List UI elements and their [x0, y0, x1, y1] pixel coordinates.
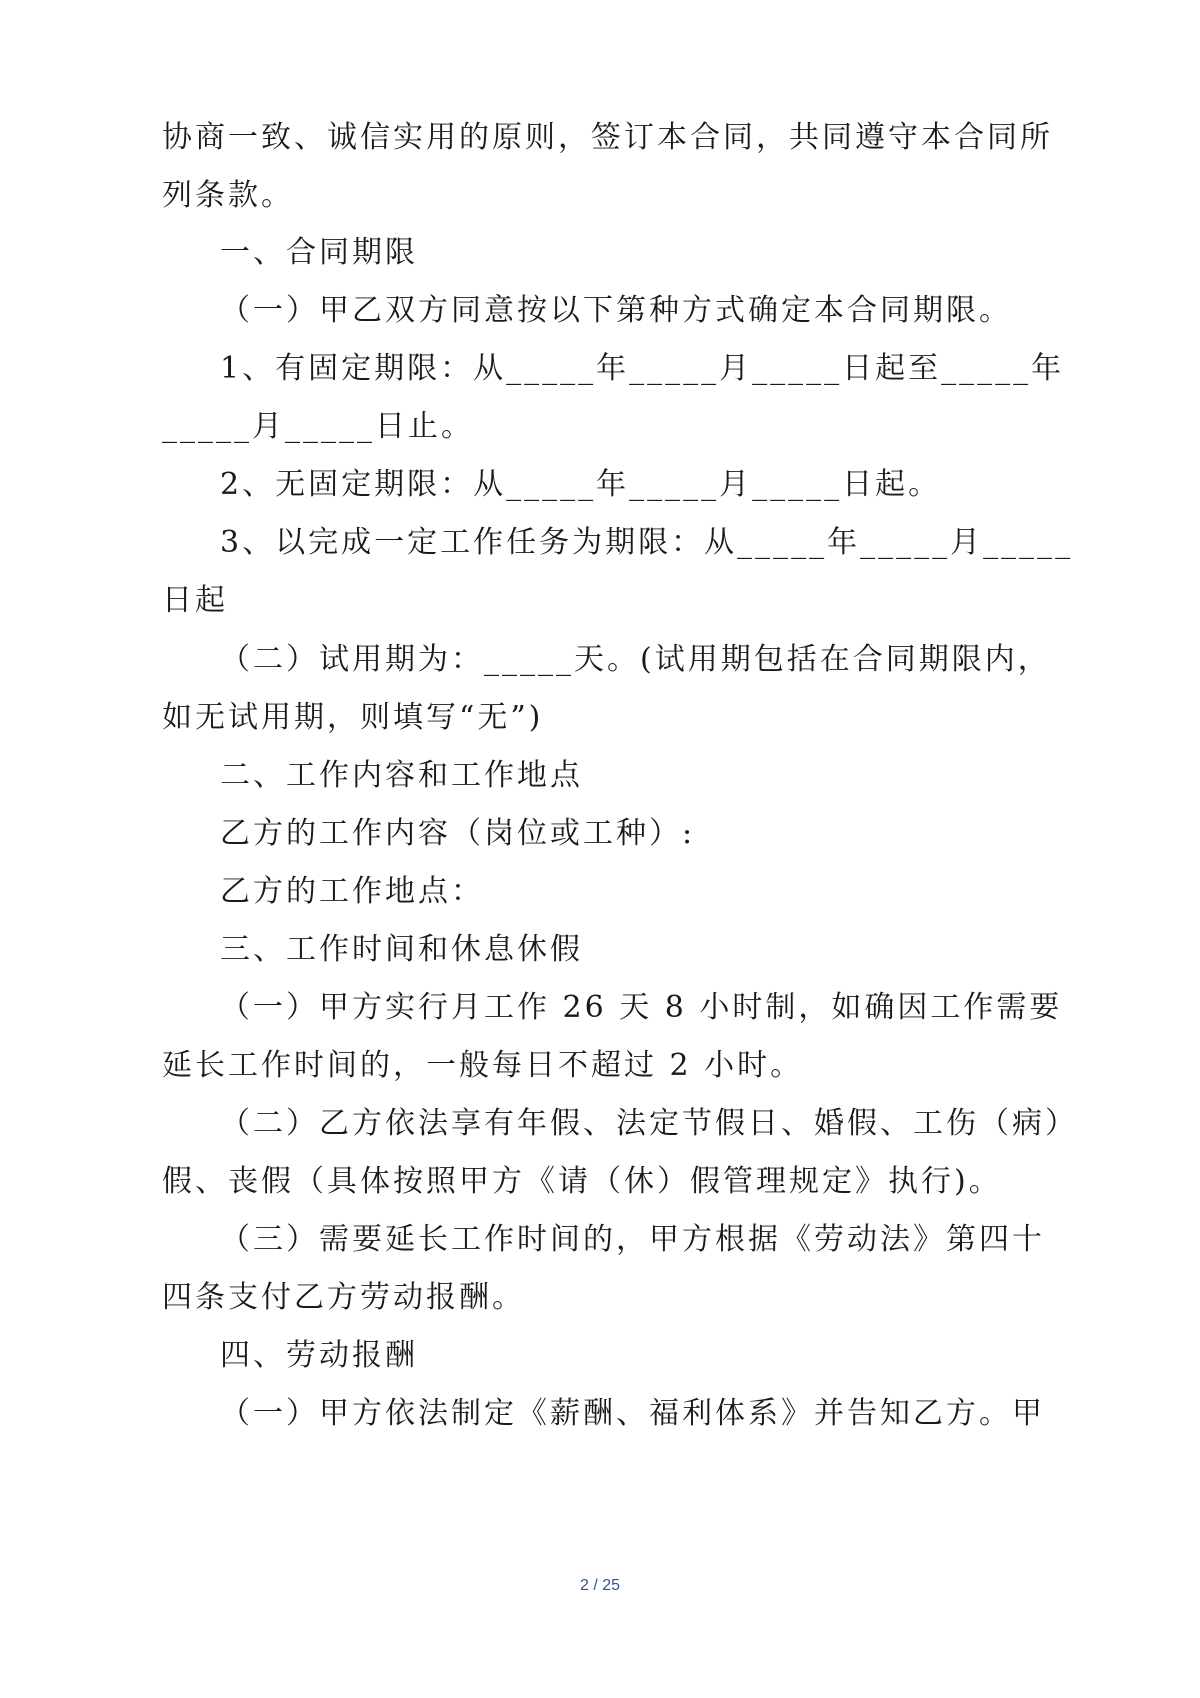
- text-line: （二）试用期为：_____天。(试用期包括在合同期限内，: [220, 642, 1051, 677]
- text-line: _____月_____日止。: [162, 409, 474, 444]
- text-line: 日起: [162, 583, 228, 618]
- text-line: （一）甲乙双方同意按以下第种方式确定本合同期限。: [220, 293, 1012, 328]
- section-heading: 一、合同期限: [220, 235, 418, 270]
- text-line: 延长工作时间的，一般每日不超过 2 小时。: [162, 1048, 804, 1083]
- text-line: （一）甲方依法制定《薪酬、福利体系》并告知乙方。甲: [220, 1396, 1045, 1431]
- text-line: 假、丧假（具体按照甲方《请（休）假管理规定》执行)。: [162, 1164, 1002, 1199]
- text-line: 列条款。: [162, 178, 294, 213]
- text-line: 如无试用期，则填写“无”): [162, 700, 544, 735]
- text-line: 1、有固定期限：从_____年_____月_____日起至_____年: [220, 351, 1065, 386]
- text-line: 协商一致、诚信实用的原则，签订本合同，共同遵守本合同所: [162, 120, 1053, 155]
- text-line: （三）需要延长工作时间的，甲方根据《劳动法》第四十: [220, 1222, 1045, 1257]
- section-heading: 四、劳动报酬: [220, 1338, 418, 1373]
- text-line: 乙方的工作内容（岗位或工种）:: [220, 816, 696, 851]
- page-number: 2 / 25: [579, 1577, 621, 1594]
- text-line: 2、无固定期限：从_____年_____月_____日起。: [220, 467, 942, 502]
- section-heading: 二、工作内容和工作地点: [220, 758, 583, 793]
- text-line: 3、以完成一定工作任务为期限：从_____年_____月_____: [220, 525, 1074, 560]
- text-line: （二）乙方依法享有年假、法定节假日、婚假、工伤（病）: [220, 1106, 1078, 1141]
- text-line: 乙方的工作地点：: [220, 874, 484, 909]
- text-line: 四条支付乙方劳动报酬。: [162, 1280, 525, 1315]
- section-heading: 三、工作时间和休息休假: [220, 932, 583, 967]
- text-line: （一）甲方实行月工作 26 天 8 小时制，如确因工作需要: [220, 990, 1063, 1025]
